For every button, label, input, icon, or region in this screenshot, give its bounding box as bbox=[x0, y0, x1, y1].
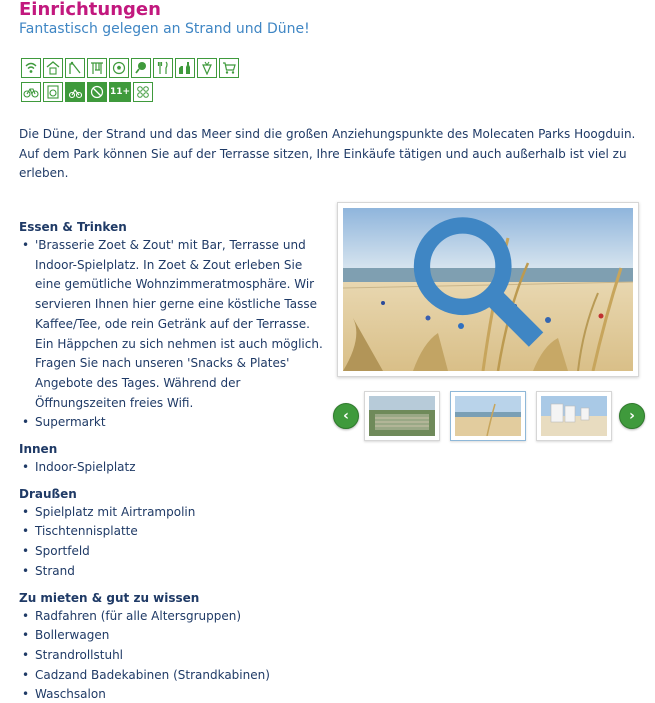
list-item: • Sportfeld bbox=[19, 542, 324, 562]
section-zu-mieten bbox=[19, 589, 324, 703]
list-item: • Waschsalon bbox=[19, 685, 324, 703]
section-heading: Draußen bbox=[19, 486, 77, 501]
list-item: • Cadzand Badekabinen (Strandkabinen) bbox=[19, 666, 324, 686]
table-tennis-icon bbox=[131, 58, 151, 78]
facilities-list bbox=[19, 218, 324, 703]
facility-icons-row-2 bbox=[21, 82, 153, 102]
age-limit-icon: 11+ bbox=[109, 82, 131, 102]
takeaway-icon bbox=[197, 58, 217, 78]
thumbnail-image bbox=[541, 396, 607, 436]
bar-icon bbox=[175, 58, 195, 78]
intro-text: Die Düne, der Strand und das Meer sind die großen Anziehungspunkte des Molecaten Parks Hoogduin. Auf dem Park können Sie auf der Terrasse sitzen, Ihre Einkäufe tätigen und auch außerhalb ist viel zu erleben. bbox=[19, 127, 636, 180]
page-subtitle: Fantastisch gelegen an Strand und Düne! bbox=[19, 21, 310, 37]
section-heading: Essen & Trinken bbox=[19, 220, 127, 234]
page-title: Einrichtungen bbox=[19, 0, 161, 20]
indoor-playground-icon bbox=[43, 58, 63, 78]
bike-rental-icon bbox=[65, 82, 85, 102]
wifi-icon bbox=[21, 58, 41, 78]
bicycle-icon bbox=[21, 82, 41, 102]
slide-icon bbox=[65, 58, 85, 78]
swing-icon bbox=[87, 58, 107, 78]
gallery-thumbnails bbox=[333, 391, 648, 443]
section-essen-trinken bbox=[19, 218, 324, 433]
football-icon bbox=[109, 58, 129, 78]
gallery-next-button[interactable]: › bbox=[619, 403, 645, 429]
section-heading: Innen bbox=[19, 442, 58, 457]
list-item: • Indoor-Spielplatz bbox=[19, 458, 324, 478]
gallery-thumb-2[interactable] bbox=[450, 391, 526, 441]
group-icon bbox=[133, 82, 153, 102]
thumbnail-image bbox=[455, 396, 521, 436]
list-item: • Strand bbox=[19, 562, 324, 582]
section-draussen bbox=[19, 485, 324, 582]
thumbnail-image bbox=[369, 396, 435, 436]
gallery-thumb-1[interactable] bbox=[364, 391, 440, 441]
gallery-main-image[interactable] bbox=[337, 202, 639, 377]
list-item: • Radfahren (für alle Altersgruppen) bbox=[19, 607, 324, 627]
cutlery-icon bbox=[153, 58, 173, 78]
section-innen bbox=[19, 440, 324, 478]
list-item: • Strandrollstuhl bbox=[19, 646, 324, 666]
laundry-icon bbox=[43, 82, 63, 102]
section-heading: Zu mieten & gut zu wissen bbox=[19, 590, 200, 605]
no-pets-icon bbox=[87, 82, 107, 102]
shop-cart-icon bbox=[219, 58, 239, 78]
gallery-thumb-3[interactable] bbox=[536, 391, 612, 441]
list-item: • Tischtennisplatte bbox=[19, 522, 324, 542]
facility-icons-row-1 bbox=[21, 58, 239, 78]
zoom-icon[interactable] bbox=[334, 201, 624, 364]
list-item: • Spielplatz mit Airtrampolin bbox=[19, 503, 324, 523]
gallery-prev-button[interactable]: ‹ bbox=[333, 403, 359, 429]
list-item: • Supermarkt bbox=[19, 413, 324, 433]
list-item: • Bollerwagen bbox=[19, 626, 324, 646]
list-item: • 'Brasserie Zoet & Zout' mit Bar, Terrasse und Indoor-Spielplatz. In Zoet & Zout erleben Sie eine gemütliche Wohnzimmeratmosphäre. Wir servieren Ihnen hier gerne eine köstliche Tasse Kaffee/Tee, ode rein Getränk auf der Terrasse. Ein Häppchen zu sich nehmen ist auch möglich. Fragen Sie nach unseren 'Snacks & Plates' Angebote des Tages. Während der Öffnungszeiten freies Wifi. bbox=[19, 236, 324, 413]
